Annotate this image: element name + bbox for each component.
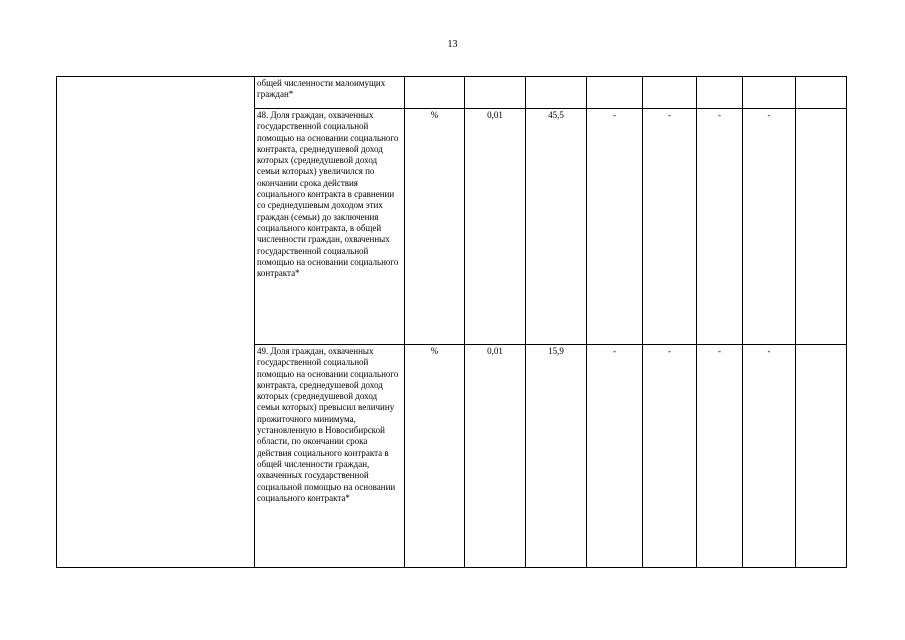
unit-cell: % xyxy=(405,109,465,345)
indicators-table xyxy=(56,76,847,568)
value-cell xyxy=(796,77,847,109)
page-number: 13 xyxy=(447,39,458,50)
value-cell: - xyxy=(587,109,643,345)
value-cell: - xyxy=(587,345,643,568)
value-cell: 0,01 xyxy=(465,345,526,568)
value-cell xyxy=(796,109,847,345)
indicator-cell: 48. Доля граждан, охваченных государственной социальной помощью на основании социального контракта, среднедушевой доход которых (среднедушевой доход семьи которых) увеличился по окончании срока действия социального контракта в сравнении со среднедушевым доходом этих граждан (семьи) до заключения социального контракта, в общей численности граждан, охваченных государственной социальной помощью на основании социального контракта* xyxy=(255,109,405,345)
table-row xyxy=(57,77,847,109)
program-cell xyxy=(57,77,255,568)
value-cell: - xyxy=(643,109,697,345)
unit-cell: % xyxy=(405,345,465,568)
value-cell xyxy=(587,77,643,109)
value-cell: - xyxy=(743,109,796,345)
indicator-cell: 49. Доля граждан, охваченных государственной социальной помощью на основании социального контракта, среднедушевой доход которых (среднедушевой доход семьи которых) превысил величину прожиточного минимума, установленную в Новосибирской области, по окончании срока действия социального контракта в общей численности граждан, охваченных государственной социальной помощью на основании социального контракта* xyxy=(255,345,405,568)
value-cell xyxy=(796,345,847,568)
value-cell xyxy=(465,77,526,109)
value-cell: 45,5 xyxy=(526,109,587,345)
unit-cell xyxy=(405,77,465,109)
indicator-cell: общей численности малоимущих граждан* xyxy=(255,77,405,109)
value-cell xyxy=(697,77,743,109)
value-cell: - xyxy=(697,109,743,345)
value-cell xyxy=(526,77,587,109)
value-cell: - xyxy=(643,345,697,568)
value-cell: 15,9 xyxy=(526,345,587,568)
value-cell: 0,01 xyxy=(465,109,526,345)
value-cell xyxy=(643,77,697,109)
value-cell: - xyxy=(743,345,796,568)
value-cell: - xyxy=(697,345,743,568)
value-cell xyxy=(743,77,796,109)
